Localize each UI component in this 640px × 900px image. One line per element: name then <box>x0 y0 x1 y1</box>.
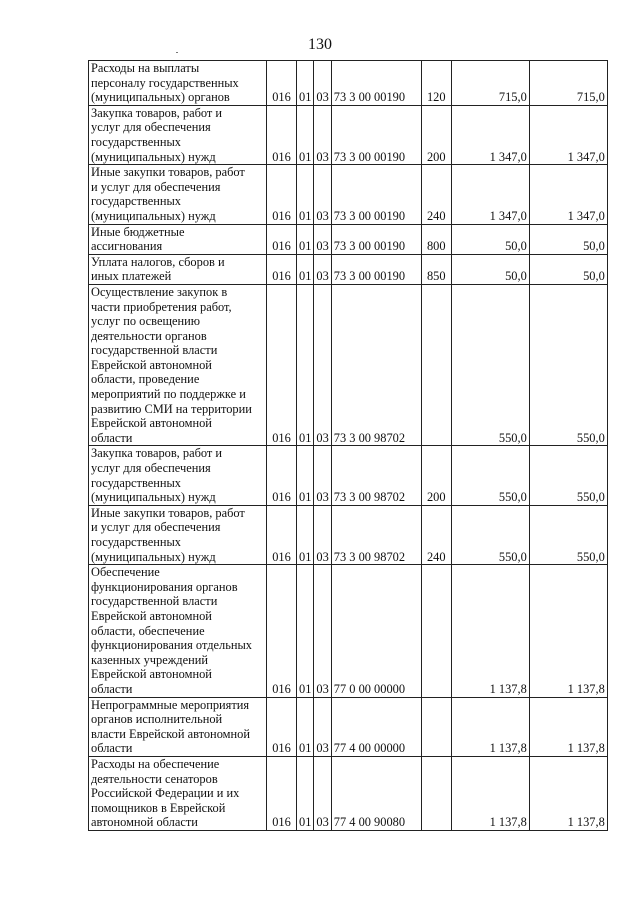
target-article: 77 4 00 00000 <box>331 697 421 756</box>
amount-year-2: 1 137,8 <box>529 697 607 756</box>
section-code: 01 <box>297 61 314 106</box>
expense-name-line: Еврейской автономной <box>91 608 212 623</box>
table-row <box>89 756 608 830</box>
expense-name-line: Непрограммные мероприятия <box>91 697 250 712</box>
expense-name-line: помощников в Еврейской <box>91 800 226 815</box>
expense-name-line: области, обеспечение <box>91 623 205 638</box>
table-row <box>89 254 608 284</box>
amount-year-2: 50,0 <box>529 254 607 284</box>
expense-name <box>89 254 267 284</box>
expense-type: 240 <box>421 165 451 224</box>
expense-name-line: услуг для обеспечения <box>91 461 211 476</box>
section-code: 01 <box>297 756 314 830</box>
expense-name-line: и услуг для обеспечения <box>91 179 221 194</box>
expense-name-line: государственной власти <box>91 343 218 358</box>
expense-name-line: деятельности сенаторов <box>91 771 218 786</box>
target-article: 73 3 00 00190 <box>331 224 421 254</box>
amount-year-1: 1 347,0 <box>451 165 529 224</box>
table-row <box>89 61 608 106</box>
subsection-code: 03 <box>314 505 331 564</box>
section-code: 01 <box>297 284 314 446</box>
target-article: 73 3 00 00190 <box>331 254 421 284</box>
expense-name <box>89 105 267 164</box>
amount-year-2: 50,0 <box>529 224 607 254</box>
subsection-code: 03 <box>314 61 331 106</box>
expense-name <box>89 565 267 697</box>
subsection-code: 03 <box>314 565 331 697</box>
ministry-code: 016 <box>267 505 297 564</box>
expense-name-line: области, проведение <box>91 372 200 387</box>
amount-year-1: 1 137,8 <box>451 565 529 697</box>
amount-year-1: 550,0 <box>451 446 529 505</box>
expense-name-line: государственных <box>91 194 182 209</box>
expense-name <box>89 165 267 224</box>
expense-name-line: государственной власти <box>91 594 218 609</box>
table-row <box>89 105 608 164</box>
subsection-code: 03 <box>314 284 331 446</box>
expense-type <box>421 697 451 756</box>
amount-year-1: 550,0 <box>451 505 529 564</box>
ministry-code: 016 <box>267 697 297 756</box>
expense-name-line: области <box>91 741 133 756</box>
target-article: 73 3 00 00190 <box>331 61 421 106</box>
target-article: 77 4 00 90080 <box>331 756 421 830</box>
table-body <box>89 61 608 831</box>
expense-name-line: мероприятий по поддержке и <box>91 387 246 402</box>
ministry-code: 016 <box>267 165 297 224</box>
expense-name <box>89 697 267 756</box>
expense-name-line: Расходы на выплаты <box>91 61 200 75</box>
expense-name-line: и услуг для обеспечения <box>91 520 221 535</box>
expense-name-line: области <box>91 681 133 696</box>
expense-name-line: государственных <box>91 535 182 549</box>
subsection-code: 03 <box>314 105 331 164</box>
expense-name-line: Обеспечение <box>91 565 160 580</box>
expense-name-line: (муниципальных) органов <box>91 90 230 105</box>
table-row <box>89 224 608 254</box>
section-code: 01 <box>297 254 314 284</box>
subsection-code: 03 <box>314 224 331 254</box>
expense-name-line: ассигнования <box>91 239 163 254</box>
subsection-code: 03 <box>314 446 331 505</box>
subsection-code: 03 <box>314 756 331 830</box>
amount-year-2: 1 347,0 <box>529 165 607 224</box>
expense-name-line: персоналу государственных <box>91 75 239 90</box>
table-row <box>89 505 608 564</box>
expense-name-line: области <box>91 430 133 445</box>
amount-year-1: 1 347,0 <box>451 105 529 164</box>
expense-name-line: Осуществление закупок в <box>91 284 228 299</box>
section-code: 01 <box>297 105 314 164</box>
section-code: 01 <box>297 565 314 697</box>
expense-name-line: части приобретения работ, <box>91 299 232 314</box>
amount-year-1: 1 137,8 <box>451 697 529 756</box>
subsection-code: 03 <box>314 697 331 756</box>
page-number: 130 <box>308 36 332 53</box>
section-code: 01 <box>297 697 314 756</box>
amount-year-1: 50,0 <box>451 254 529 284</box>
expense-name-line: (муниципальных) нужд <box>91 549 216 564</box>
expense-name-line: власти Еврейской автономной <box>91 726 250 741</box>
budget-table <box>88 60 608 831</box>
section-code: 01 <box>297 505 314 564</box>
amount-year-2: 1 347,0 <box>529 105 607 164</box>
expense-name-line: Еврейской автономной <box>91 357 212 372</box>
amount-year-2: 1 137,8 <box>529 756 607 830</box>
amount-year-2: 1 137,8 <box>529 565 607 697</box>
expense-type: 850 <box>421 254 451 284</box>
expense-name-line: деятельности органов <box>91 328 207 343</box>
scan-speck <box>176 52 178 53</box>
expense-name <box>89 756 267 830</box>
expense-name-line: Закупка товаров, работ и <box>91 446 223 461</box>
expense-name-line: государственных <box>91 475 182 490</box>
section-code: 01 <box>297 165 314 224</box>
amount-year-1: 715,0 <box>451 61 529 106</box>
expense-type: 240 <box>421 505 451 564</box>
expense-name-line: Уплата налогов, сборов и <box>91 254 225 269</box>
ministry-code: 016 <box>267 61 297 106</box>
expense-name-line: услуг по освещению <box>91 314 201 329</box>
table-row <box>89 697 608 756</box>
expense-type <box>421 756 451 830</box>
expense-name-line: функционирования отдельных <box>91 638 252 653</box>
expense-name-line: Иные закупки товаров, работ <box>91 505 245 520</box>
expense-type <box>421 284 451 446</box>
expense-name-line: Еврейской автономной <box>91 416 212 431</box>
amount-year-2: 550,0 <box>529 284 607 446</box>
target-article: 73 3 00 00190 <box>331 105 421 164</box>
expense-name <box>89 61 267 106</box>
amount-year-1: 50,0 <box>451 224 529 254</box>
expense-name-line: развитию СМИ на территории <box>91 401 252 416</box>
section-code: 01 <box>297 446 314 505</box>
target-article: 77 0 00 00000 <box>331 565 421 697</box>
target-article: 73 3 00 00190 <box>331 165 421 224</box>
amount-year-1: 550,0 <box>451 284 529 446</box>
expense-name-line: (муниципальных) нужд <box>91 149 216 164</box>
amount-year-1: 1 137,8 <box>451 756 529 830</box>
expense-name-line: автономной области <box>91 815 198 830</box>
expense-type: 800 <box>421 224 451 254</box>
amount-year-2: 715,0 <box>529 61 607 106</box>
ministry-code: 016 <box>267 224 297 254</box>
expense-name <box>89 224 267 254</box>
expense-name-line: (муниципальных) нужд <box>91 208 216 223</box>
expense-name-line: Иные закупки товаров, работ <box>91 165 245 180</box>
ministry-code: 016 <box>267 565 297 697</box>
ministry-code: 016 <box>267 254 297 284</box>
section-code: 01 <box>297 224 314 254</box>
expense-name-line: иных платежей <box>91 269 172 284</box>
amount-year-2: 550,0 <box>529 446 607 505</box>
expense-name-line: Еврейской автономной <box>91 667 212 682</box>
table-row <box>89 565 608 697</box>
expense-name-line: органов исполнительной <box>91 712 223 727</box>
table-row <box>89 165 608 224</box>
subsection-code: 03 <box>314 254 331 284</box>
expense-name-line: услуг для обеспечения <box>91 120 211 135</box>
subsection-code: 03 <box>314 165 331 224</box>
ministry-code: 016 <box>267 756 297 830</box>
target-article: 73 3 00 98702 <box>331 505 421 564</box>
amount-year-2: 550,0 <box>529 505 607 564</box>
expense-type: 200 <box>421 446 451 505</box>
expense-name-line: Закупка товаров, работ и <box>91 105 223 120</box>
expense-name <box>89 284 267 446</box>
target-article: 73 3 00 98702 <box>331 284 421 446</box>
expense-name <box>89 446 267 505</box>
expense-name-line: Иные бюджетные <box>91 224 185 239</box>
expense-name <box>89 505 267 564</box>
expense-name-line: Расходы на обеспечение <box>91 756 220 771</box>
expense-name-line: (муниципальных) нужд <box>91 490 216 505</box>
target-article: 73 3 00 98702 <box>331 446 421 505</box>
table-row <box>89 446 608 505</box>
expense-type <box>421 565 451 697</box>
expense-name-line: казенных учреждений <box>91 652 208 667</box>
expense-name-line: государственных <box>91 134 182 149</box>
expense-type: 200 <box>421 105 451 164</box>
ministry-code: 016 <box>267 284 297 446</box>
expense-name-line: функционирования органов <box>91 579 238 594</box>
table-row <box>89 284 608 446</box>
ministry-code: 016 <box>267 446 297 505</box>
ministry-code: 016 <box>267 105 297 164</box>
expense-type: 120 <box>421 61 451 106</box>
expense-name-line: Российской Федерации и их <box>91 786 240 801</box>
